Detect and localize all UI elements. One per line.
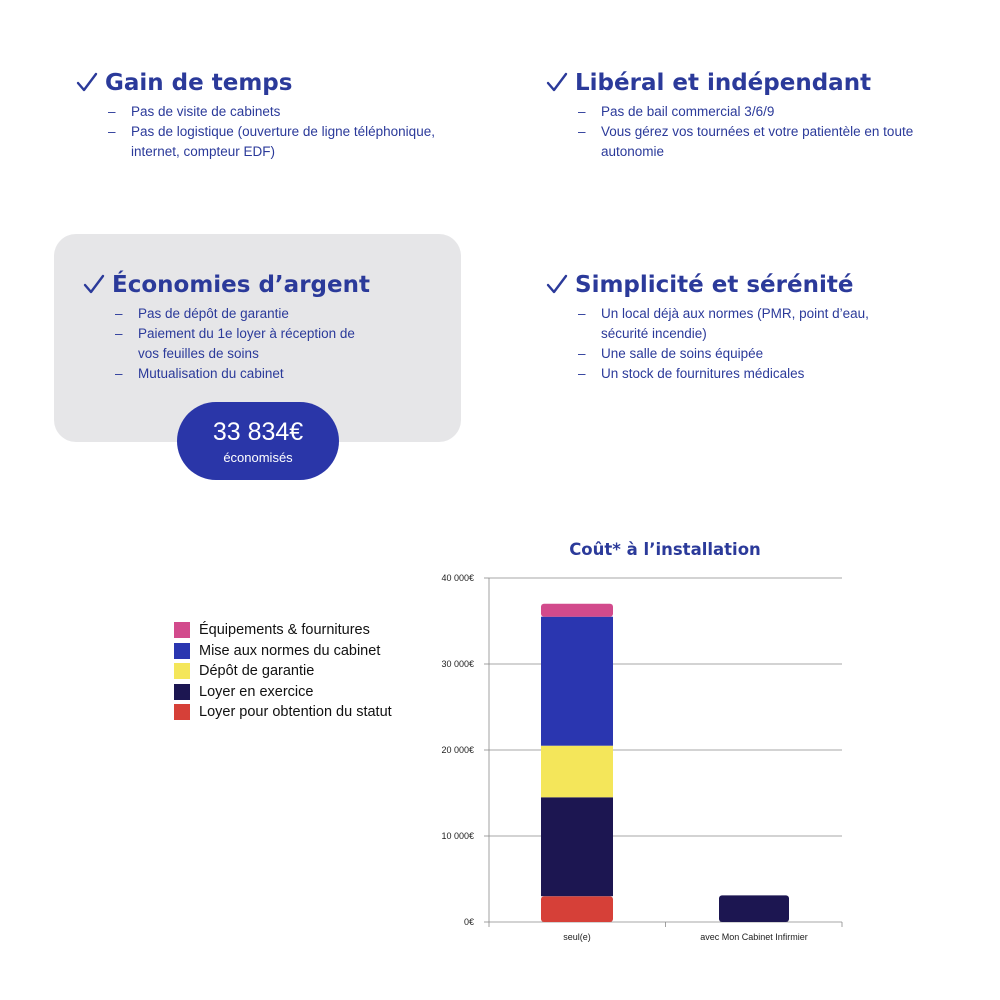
y-tick-label: 10 000€ [441, 831, 474, 841]
bullet-item: – Un local déjà aux normes (PMR, point d’eau, sécurité incendie) [578, 306, 869, 341]
savings-label: économisés [223, 450, 293, 465]
advantage-title: Simplicité et sérénité [575, 272, 854, 298]
bullet-item: – Pas de visite de cabinets [108, 104, 281, 119]
chart-title: Coût* à l’installation [569, 540, 761, 559]
bar-segment [541, 746, 613, 798]
y-tick-label: 30 000€ [441, 659, 474, 669]
legend-label: Loyer en exercice [199, 683, 314, 700]
bullet-item: – Pas de logistique (ouverture de ligne téléphonique, internet, compteur EDF) [108, 124, 435, 159]
bullet-item: – Pas de dépôt de garantie [115, 306, 289, 321]
savings-amount: 33 834€ [212, 418, 304, 446]
y-tick-label: 40 000€ [441, 573, 474, 583]
bar-segment [719, 895, 789, 922]
bar-segment [541, 617, 613, 746]
advantage-title: Économies d’argent [112, 272, 370, 298]
advantage-title: Libéral et indépendant [575, 70, 872, 96]
legend-label: Mise aux normes du cabinet [199, 642, 381, 659]
bullet-item: – Paiement du 1e loyer à réception de vos feuilles de soins [115, 326, 355, 361]
bullet-item: – Un stock de fournitures médicales [578, 366, 805, 381]
bar-segment [541, 797, 613, 896]
bullet-item: – Vous gérez vos tournées et votre patientèle en toute autonomie [578, 124, 914, 159]
y-tick-label: 0€ [463, 917, 474, 927]
bullet-item: – Mutualisation du cabinet [115, 366, 284, 381]
y-tick-label: 20 000€ [441, 745, 474, 755]
x-tick-label: seul(e) [563, 932, 591, 942]
legend-label: Loyer pour obtention du statut [199, 704, 392, 721]
bullet-item: – Pas de bail commercial 3/6/9 [578, 104, 775, 119]
x-tick-label: avec Mon Cabinet Infirmier [700, 932, 808, 942]
bar-segment [541, 896, 613, 922]
bar-segment [541, 604, 613, 617]
legend-label: Équipements & fournitures [199, 622, 370, 639]
legend-label: Dépôt de garantie [199, 663, 315, 680]
advantage-title: Gain de temps [105, 70, 293, 96]
bullet-item: – Une salle de soins équipée [578, 346, 764, 361]
